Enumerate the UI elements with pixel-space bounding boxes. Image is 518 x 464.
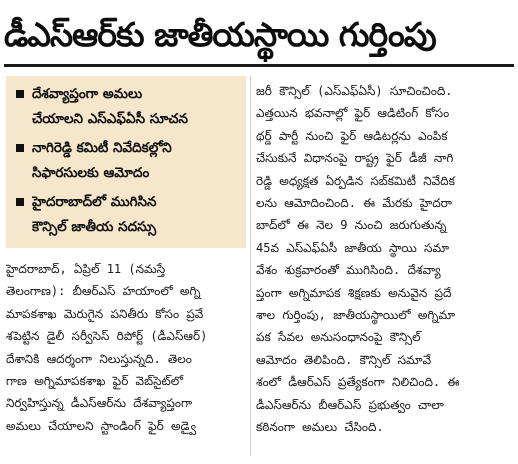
highlight-item	[16, 136, 242, 186]
headline-rule	[4, 64, 514, 67]
square-bullet-icon	[16, 144, 24, 152]
highlights-box	[6, 76, 246, 248]
square-bullet-icon	[16, 198, 24, 206]
square-bullet-icon	[16, 90, 24, 98]
highlight-text: నాగిరెడ్డి కమిటీ నివేదికల్లోని సిఫారసులకు ఆమోదం	[32, 140, 172, 181]
column-divider	[250, 76, 251, 456]
article-right-column: జరీ కౌన్సిల్ (ఎస్‌ఎఫ్‌ఏసీ) సూచించింది. ఎత్తయిన భవనాల్లో ఫైర్ ఆడిటింగ్ కోసం థర్డ్ పార్టీ నుంచి ఫైర్ ఆడిటర్లను ఎంపిక చేసుకునే విధానంపై రాష్ట్ర ఫైర్ డీజీ నాగి రెడ్డి అధ్యక్షత ఏర్పడిన సబ్‌కమిటీ నివేదిక లను ఆమోదించింది. ఈ మేరకు హైదరా బాద్‌లో ఈ నెల 9 నుంచి జరుగుతున్న 45వ ఎస్‌ఎఫ్‌ఏసీ జాతీయ స్థాయి సమా వేశం శుక్రవారంతో ముగిసింది. దేశవ్యా ప్తంగా అగ్నిమాపక శిక్షణకు అనువైన ప్రదే శాల గుర్తింపు, జాతీయస్థాయిలో అగ్నిమా పక సేవల అనుసంధానంపై కౌన్సిల్ ఆమోదం తెలిపింది. కౌన్సిల్ సమావే శంలో డీఆర్‌ఎస్ ప్రత్యేకంగా నిలిచింది. ఈ డీఎస్‌ఆర్‌ను బీఆర్‌ఎస్ ప్రభుత్వం చాలా కఠినంగా అమలు చేసింది.	[256, 84, 460, 435]
highlight-item	[16, 190, 242, 240]
article-left-column: హైదరాబాద్, ఏప్రిల్ 11 (నమస్తే తెలంగాణ): బీఆర్‌ఎస్ హయాంలో అగ్ని మాపకశాఖ మెరుగైన పనితీరు కోసం ప్రవే శపెట్టిన డైలీ సర్వీసెస్ రిపోర్ట్ (డీఎస్‌ఆర్) దేశానికి ఆదర్శంగా నిలుస్తున్నది. తెలం గాణ అగ్నిమాపకశాఖ ఫైర్ వెబ్‌సైట్‌లో నిర్వహిస్తున్న డీఎస్‌ఆర్‌ను దేశవ్యాప్తంగా అమలు చేయాలని స్టాండింగ్ ఫైర్ అడ్వై	[6, 262, 208, 433]
highlight-item	[16, 82, 242, 132]
headline: డీఎస్‌ఆర్‌కు జాతీయస్థాయి గుర్తింపు	[4, 15, 436, 54]
highlight-text: హైదరాబాద్‌లో ముగిసిన కౌన్సిల్ జాతీయ సదస్సు	[32, 194, 157, 235]
highlight-text: దేశవ్యాప్తంగా అమలు చేయాలని ఎస్‌ఎఫ్‌ఏసీ సూచన	[32, 86, 188, 127]
